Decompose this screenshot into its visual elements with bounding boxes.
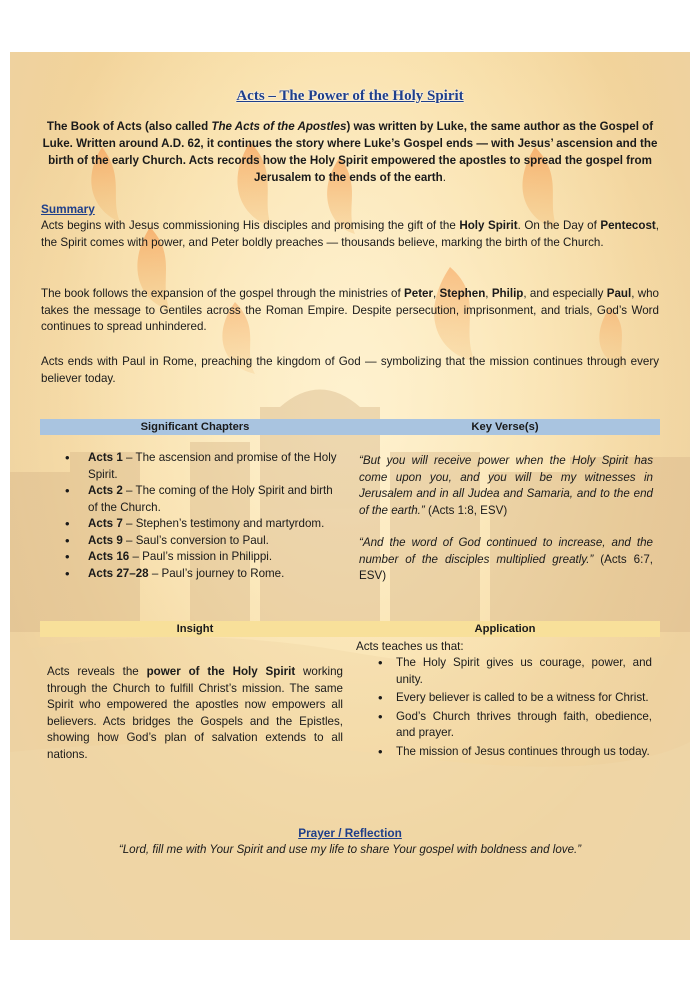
verse-citation: (Acts 1:8, ESV) xyxy=(424,503,508,517)
significant-chapters-header: Significant Chapters xyxy=(140,421,250,433)
document-content xyxy=(10,52,690,940)
insight-table-header xyxy=(40,621,660,637)
prayer-heading: Prayer / Reflection xyxy=(298,826,402,840)
list-item xyxy=(40,566,340,583)
chapter-ref: Acts 2 xyxy=(88,484,123,497)
list-item xyxy=(40,483,340,516)
intro-text-1: The Book of Acts (also called xyxy=(46,120,212,133)
list-item xyxy=(40,516,340,533)
verse-citation: (Acts 6:7, ESV) xyxy=(359,552,653,582)
summary-heading: Summary xyxy=(41,202,95,216)
application-intro: Acts teaches us that: xyxy=(356,640,464,653)
chapter-ref: Acts 27–28 xyxy=(88,566,149,580)
list-item: • The Holy Spirit gives us courage, power, and unity. xyxy=(356,655,652,688)
list-item: • God’s Church thrives through faith, obedience, and prayer. xyxy=(356,709,652,742)
chapter-text: – The ascension and promise of the Holy Spirit. xyxy=(88,451,337,481)
verse-quote: “And the word of God continued to increase, and the number of the disciples multiplied greatly.” xyxy=(359,536,653,566)
application-header: Application xyxy=(474,623,536,635)
summary-p2-text-c: , who takes the message to Gentiles across the Roman Empire. Despite persecution, imprisonment, and trials, God’s Word continues to spread unhindered. xyxy=(41,287,659,333)
chapters-table-header xyxy=(40,419,660,435)
intro-text-3: . xyxy=(442,171,446,184)
summary-p1-text-a: Acts begins with Jesus commissioning His disciples and promising the gift of the xyxy=(41,219,460,232)
summary-p2-text-b: , and especially xyxy=(523,287,607,300)
chapter-text: – The coming of the Holy Spirit and birth of the Church. xyxy=(88,484,333,514)
summary-p2-text-a: The book follows the expansion of the gospel through the ministries of xyxy=(41,287,405,300)
chapter-text: – Stephen’s testimony and martyrdom. xyxy=(122,517,325,530)
insight-paragraph xyxy=(47,664,343,763)
summary-paragraph-1 xyxy=(41,218,659,251)
list-item: • Every believer is called to be a witness for Christ. xyxy=(356,690,652,707)
significant-chapters-list xyxy=(40,450,340,582)
chapter-ref: Acts 16 xyxy=(88,550,130,563)
prayer-text: “Lord, fill me with Your Spirit and use my life to share Your gospel with boldness and love.” xyxy=(118,843,582,856)
insight-header: Insight xyxy=(176,623,214,635)
key-verse-1 xyxy=(359,453,653,519)
list-item: • The mission of Jesus continues through us today. xyxy=(356,744,652,761)
summary-p2-paul: Paul xyxy=(606,287,632,300)
insight-text-c: working through the Church to fulfill Christ’s mission. The same Spirit who empowered the apostles now empowers all believers. Acts bridges the Gospels and the Epistles, showing how God’s plan of salvation extends to all nations. xyxy=(47,665,343,761)
verse-quote: “But you will receive power when the Holy Spirit has come upon you, and you will be my witnesses in Jerusalem and in all Judea and Samaria, and to the end of the earth.” xyxy=(359,454,653,517)
key-verse-2 xyxy=(359,535,653,585)
summary-p1-text-e: , the Spirit comes with power, and Peter boldly preaches — thousands believe, marking the birth of the Church. xyxy=(41,219,659,249)
summary-paragraph-2 xyxy=(41,286,659,336)
list-item xyxy=(40,549,340,566)
chapter-text: – Paul’s mission in Philippi. xyxy=(129,550,273,563)
summary-p1-pentecost: Pentecost xyxy=(600,219,656,232)
chapter-ref: Acts 7 xyxy=(88,517,123,530)
summary-p2-sep2: , xyxy=(485,287,492,300)
summary-p1-holy-spirit: Holy Spirit xyxy=(459,219,518,232)
chapter-ref: Acts 9 xyxy=(88,533,123,547)
intro-book-title: The Acts of the Apostles xyxy=(211,120,347,133)
page-title: Acts – The Power of the Holy Spirit xyxy=(236,88,464,104)
application-list xyxy=(356,655,652,762)
summary-p2-sep1: , xyxy=(433,287,440,300)
summary-p2-stephen: Stephen xyxy=(439,287,486,300)
chapter-text: – Saul’s conversion to Paul. xyxy=(122,533,269,547)
chapter-ref: Acts 1 xyxy=(88,451,123,464)
list-item xyxy=(40,450,340,483)
chapter-text: – Paul’s journey to Rome. xyxy=(148,566,285,580)
page xyxy=(10,52,690,940)
intro-paragraph xyxy=(38,118,662,186)
summary-p1-text-c: . On the Day of xyxy=(517,219,601,232)
summary-p2-philip: Philip xyxy=(491,287,524,300)
insight-text-bold: power of the Holy Spirit xyxy=(146,665,296,678)
intro-text-2: ) was written by Luke, the same author as the Gospel of Luke. Written around A.D. 62, it continues the story where Luke’s Gospel ends — with Jesus’ ascension and the birth of the early Church. Acts records how the Holy Spirit empowered the apostles to spread the gospel from Jerusalem to the ends of the earth xyxy=(42,120,658,184)
list-item xyxy=(40,533,340,550)
summary-paragraph-3: Acts ends with Paul in Rome, preaching the kingdom of God — symbolizing that the mission continues through every believer today. xyxy=(41,355,659,385)
key-verses xyxy=(359,453,653,585)
insight-text-a: Acts reveals the xyxy=(47,665,147,678)
key-verses-header: Key Verse(s) xyxy=(471,421,539,433)
summary-p2-peter: Peter xyxy=(404,287,434,300)
